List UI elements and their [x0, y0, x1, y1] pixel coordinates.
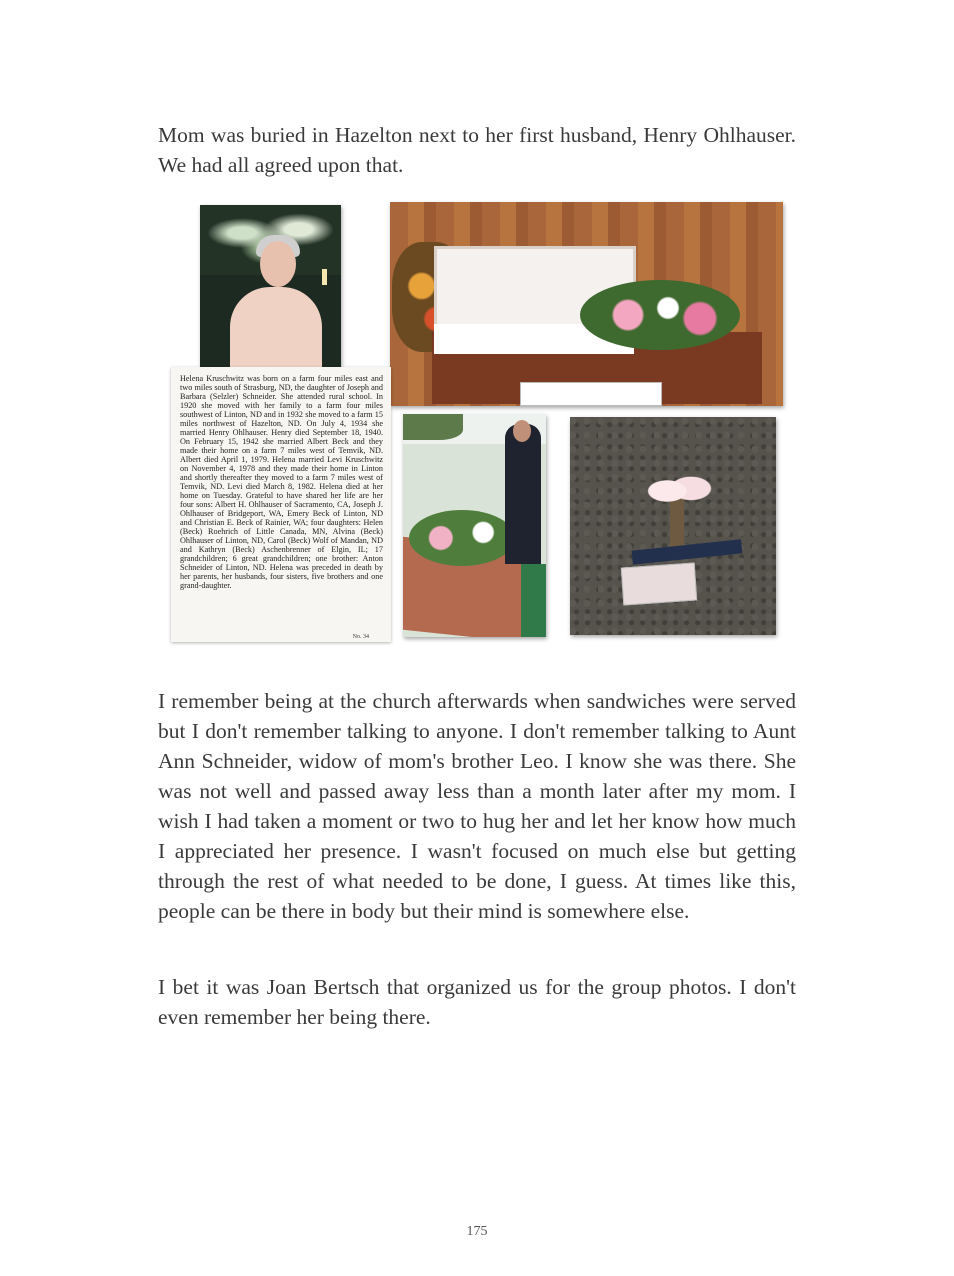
page-number: 175	[466, 1224, 488, 1239]
graveside-photo	[403, 414, 546, 637]
grave-marker-photo	[570, 417, 776, 635]
candle	[322, 269, 327, 285]
casket-spray	[580, 280, 740, 350]
flowers	[409, 510, 515, 566]
standing-man	[505, 424, 541, 564]
trees	[403, 414, 463, 440]
paragraph-church: I remember being at the church afterwards when sandwiches were served but I don't remember talking to anyone. I don't remember talking to Aunt Ann Schneider, widow of mom's brother Leo. I know she was there. She was not well and passed away less than a month later after my mom. I wish I had taken a moment or two to hug her and let her know how much I appreciated her presence. I wasn't focused on much else but getting through the rest of what needed to be done, I guess. At times like this, people can be there in body but their mind is somewhere else.	[158, 689, 796, 923]
obituary-text: Helena Kruschwitz was born on a farm four miles east and two miles south of Strasburg, ND, the daughter of Joseph and Barbara (Selzler) Schneider. She attended rural school. In 1920 she moved with her family to a farm four miles southwest of Linton, ND and in 1932 she moved to a farm 15 miles northwest of Hazelton, ND. On July 4, 1934 she married Henry Ohlhauser. Henry died September 18, 1940. On February 15, 1942 she married Albert Beck and they made their home on a farm 7 miles west of Temvik, ND. Albert died April 1, 1979. Helena married Levi Kruschwitz on November 4, 1978 and they made their home in Linton and shortly thereafter they moved to a farm 7 miles west of Temvik, ND. Levi died March 8, 1982. Helena died at her home on Tuesday. Grateful to have shared her life are her four sons: Albert H. Ohlhauser of Sacramento, CA, Joseph J. Ohlhauser of Bridgeport, WA, Emery Beck of Linton, ND and Christian E. Beck of Rainier, WA; four daughters: Helen (Beck) Roehrich of Little Canada, MN, Alvina (Beck) Ohlhauser of Linton, ND, Carol (Beck) Wolf of Mandan, ND and Kathryn (Beck) Aschenbrenner of Elgin, IL; 17 grandchildren; 6 great grandchildren; one brother: Anton Schneider of Linton, ND. Helena was preceded in death by her parents, her husbands, four sisters, five brothers and one grand-daughter.	[180, 374, 383, 590]
clipping-number: No. 34	[352, 634, 369, 640]
paragraph-burial: Mom was buried in Hazelton next to her first husband, Henry Ohlhauser. We had all agreed upon that.	[158, 123, 796, 177]
obituary-clipping	[171, 367, 391, 642]
face	[260, 241, 296, 287]
coat	[230, 287, 322, 367]
paragraph-group-photos: I bet it was Joan Bertsch that organized us for the group photos. I don't even remember her being there.	[158, 975, 796, 1029]
grass-carpet	[521, 564, 546, 637]
casket-photo	[390, 202, 783, 406]
marker-card	[621, 562, 697, 605]
ribbon-bow	[642, 465, 714, 517]
portrait-photo	[200, 205, 341, 367]
head	[513, 420, 531, 442]
casket-stand	[520, 382, 662, 406]
ribbon-band	[632, 539, 743, 564]
